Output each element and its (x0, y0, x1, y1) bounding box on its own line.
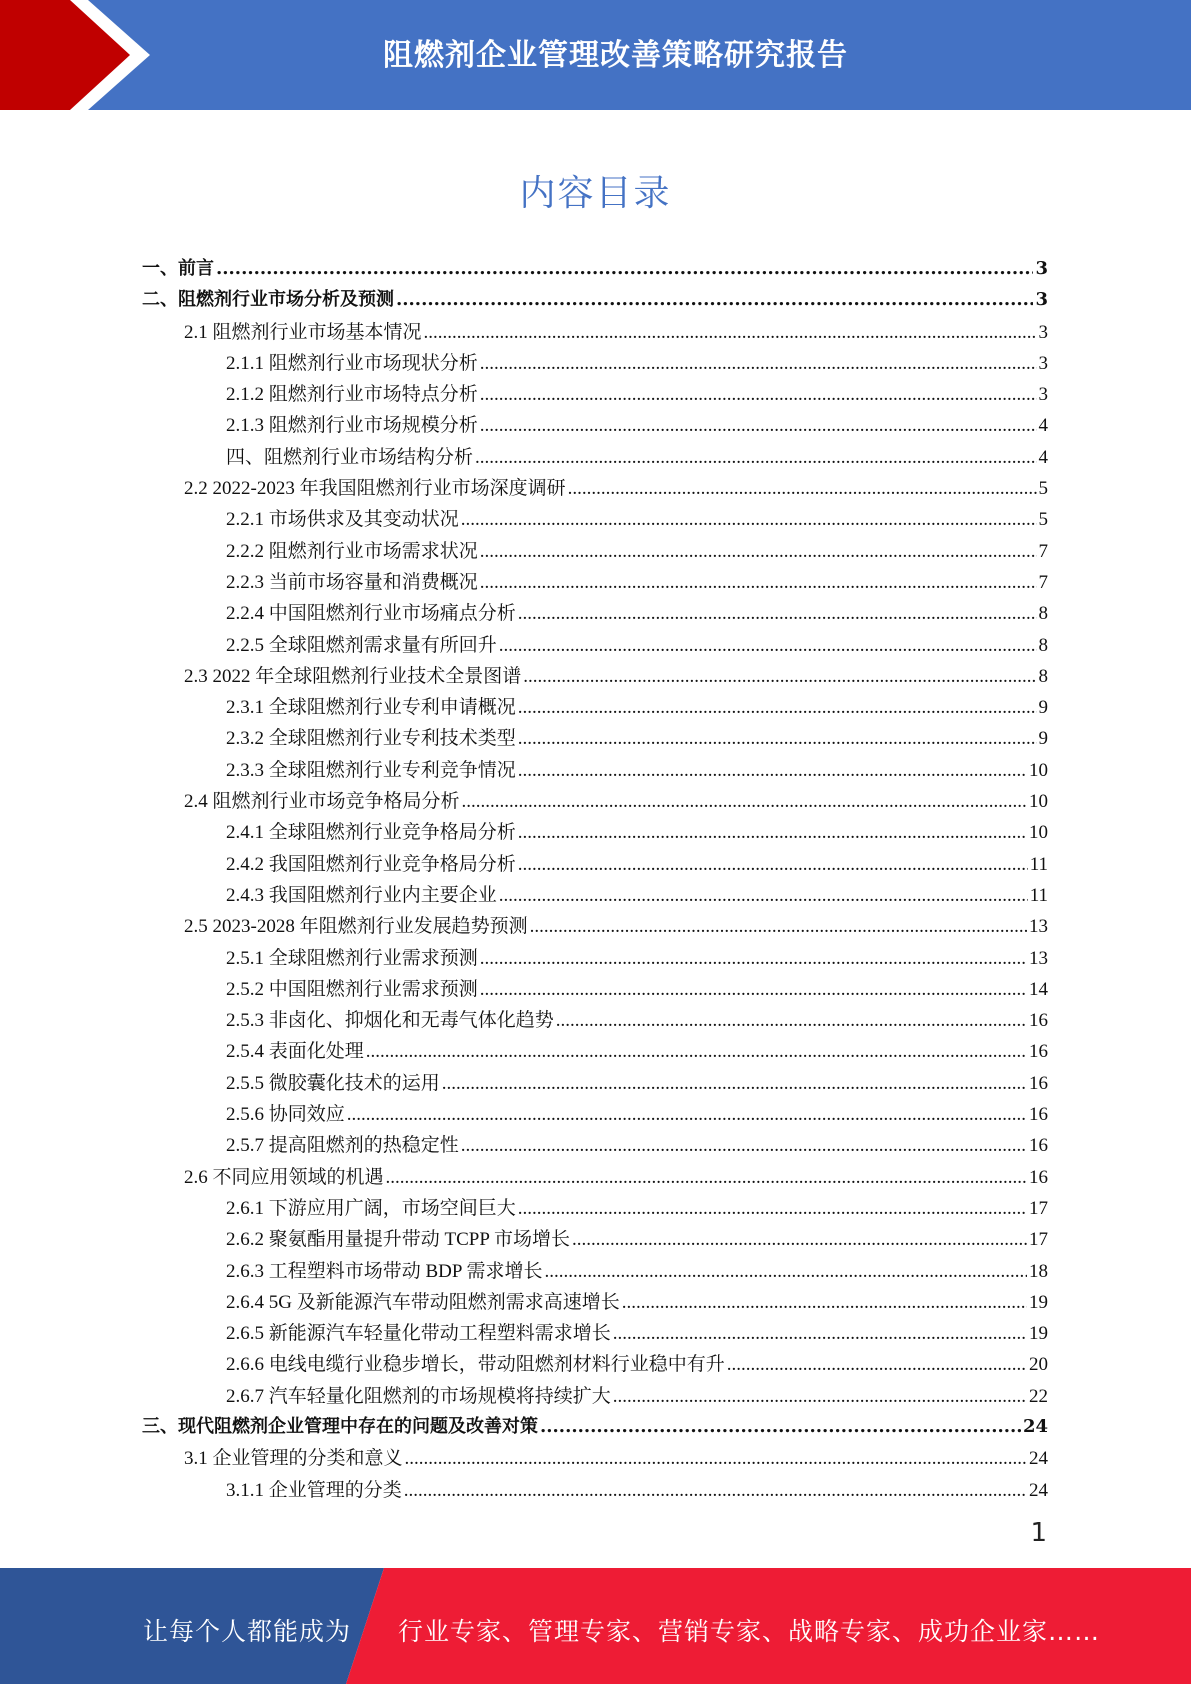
toc-leader-dots (461, 509, 1037, 531)
toc-entry-title: 2.5 2023-2028 年阻燃剂行业发展趋势预测 (184, 916, 528, 938)
toc-leader-dots (480, 384, 1037, 406)
toc-entry-title: 3.1.1 企业管理的分类 (226, 1479, 402, 1501)
toc-leader-dots (396, 289, 1033, 310)
toc-entry-title: 2.6.2 聚氨酯用量提升带动 TCPP 市场增长 (226, 1229, 570, 1251)
toc-leader-dots (442, 1073, 1027, 1095)
toc-leader-dots (613, 1323, 1027, 1345)
toc-leader-dots (480, 948, 1027, 970)
toc-leader-dots (424, 322, 1037, 344)
toc-leader-dots (545, 1261, 1027, 1283)
toc-entry-page: 5 (1038, 509, 1048, 531)
toc-leader-dots (727, 1354, 1027, 1376)
toc-entry-page: 4 (1038, 446, 1048, 468)
toc-entry-page: 13 (1029, 947, 1048, 969)
toc-leader-dots (480, 979, 1027, 1001)
toc-entry-page: 24 (1029, 1448, 1048, 1470)
toc-leader-dots (523, 666, 1036, 688)
toc-entry-title: 2.6.3 工程塑料市场带动 BDP 需求增长 (226, 1260, 543, 1282)
toc-entry-page: 17 (1029, 1197, 1048, 1219)
toc-entry-title: 三、现代阻燃剂企业管理中存在的问题及改善对策 (142, 1415, 538, 1437)
report-title: 阻燃剂企业管理改善策略研究报告 (383, 38, 848, 73)
toc-entry-page: 18 (1029, 1260, 1048, 1282)
toc-entry-page: 4 (1038, 415, 1048, 437)
toc-entry[interactable] (142, 1068, 1048, 1099)
toc-leader-dots (518, 728, 1037, 750)
toc-entry[interactable] (142, 1036, 1048, 1067)
toc-entry-title: 2.5.2 中国阻燃剂行业需求预测 (226, 978, 478, 1000)
toc-leader-dots (462, 791, 1027, 813)
toc-entry[interactable] (142, 348, 1048, 379)
toc-leader-dots (405, 1448, 1027, 1470)
toc-entry-page: 11 (1029, 853, 1048, 875)
toc-entry-page: 8 (1038, 665, 1048, 687)
toc-entry-page: 22 (1029, 1385, 1048, 1407)
toc-entry-page: 19 (1029, 1323, 1048, 1345)
toc-leader-dots (572, 1229, 1027, 1251)
toc-entry[interactable] (142, 317, 1048, 348)
toc-leader-dots (518, 603, 1037, 625)
page-number: 1 (1030, 1518, 1047, 1548)
toc-entry-page: 3 (1035, 258, 1048, 279)
toc-entry-title: 2.3.2 全球阻燃剂行业专利技术类型 (226, 728, 516, 750)
toc-entry-page: 16 (1029, 1072, 1048, 1094)
toc-entry[interactable] (142, 567, 1048, 598)
toc-leader-dots (518, 760, 1027, 782)
toc-entry-title: 2.2 2022-2023 年我国阻燃剂行业市场深度调研 (184, 478, 566, 500)
toc-entry[interactable] (142, 974, 1048, 1005)
toc-entry-page: 7 (1038, 571, 1048, 593)
toc-entry-title: 2.3.3 全球阻燃剂行业专利竞争情况 (226, 759, 516, 781)
toc-entry[interactable] (142, 880, 1048, 911)
toc-entry[interactable] (142, 442, 1048, 473)
toc-heading: 内容目录 (519, 173, 672, 214)
toc-entry[interactable] (142, 1381, 1048, 1412)
toc-leader-dots (347, 1104, 1027, 1126)
toc-entry-title: 二、阻燃剂行业市场分析及预测 (142, 289, 394, 311)
toc-entry-page: 24 (1022, 1415, 1048, 1437)
toc-entry[interactable] (142, 911, 1048, 942)
toc-entry-page: 14 (1029, 978, 1048, 1000)
toc-entry-title: 四、阻燃剂行业市场结构分析 (226, 446, 474, 468)
toc-entry-title: 2.5.7 提高阻燃剂的热稳定性 (226, 1135, 459, 1157)
toc-entry-title: 2.6.4 5G 及新能源汽车带动阻燃剂需求高速增长 (226, 1291, 620, 1313)
toc-entry-page: 16 (1029, 1166, 1048, 1188)
toc-entry[interactable] (142, 473, 1048, 504)
toc-entry-title: 2.6.6 电线电缆行业稳步增长，带动阻燃剂材料行业稳中有升 (226, 1354, 725, 1376)
toc-entry[interactable] (142, 786, 1048, 817)
toc-entry[interactable] (142, 379, 1048, 410)
toc-leader-dots (518, 697, 1037, 719)
toc-leader-dots (499, 885, 1028, 907)
toc-entry-page: 5 (1038, 478, 1048, 500)
toc-entry-page: 13 (1029, 916, 1048, 938)
toc-entry[interactable] (142, 285, 1048, 316)
toc-entry[interactable] (142, 1162, 1048, 1193)
toc-entry-page: 10 (1029, 822, 1048, 844)
toc-entry-title: 2.6.7 汽车轻量化阻燃剂的市场规模将持续扩大 (226, 1385, 611, 1407)
toc-entry-title: 2.4.1 全球阻燃剂行业竞争格局分析 (226, 822, 516, 844)
toc-entry[interactable] (142, 692, 1048, 723)
toc-entry-title: 2.2.3 当前市场容量和消费概况 (226, 571, 478, 593)
toc-entry-title: 3.1 企业管理的分类和意义 (184, 1448, 403, 1470)
toc-entry-title: 2.4.3 我国阻燃剂行业内主要企业 (226, 884, 497, 906)
toc-entry[interactable] (142, 1443, 1048, 1474)
toc-entry-page: 7 (1038, 540, 1048, 562)
toc-leader-dots (518, 854, 1028, 876)
toc-entry[interactable] (142, 1256, 1048, 1287)
toc-entry-title: 2.1.1 阻燃剂行业市场现状分析 (226, 352, 478, 374)
toc-entry-title: 2.2.4 中国阻燃剂行业市场痛点分析 (226, 603, 516, 625)
toc-entry-page: 10 (1029, 791, 1048, 813)
toc-entry-page: 19 (1029, 1291, 1048, 1313)
toc-leader-dots (480, 541, 1037, 563)
toc-entry-page: 3 (1038, 321, 1048, 343)
footer-slogan-left: 让每个人都能成为 (143, 1617, 352, 1646)
page-header (0, 0, 1191, 110)
toc-entry-title: 2.6 不同应用领域的机遇 (184, 1166, 384, 1188)
toc-entry-page: 16 (1029, 1010, 1048, 1032)
toc-entry[interactable] (142, 1005, 1048, 1036)
toc-entry-title: 2.1 阻燃剂行业市场基本情况 (184, 321, 422, 343)
toc-entry[interactable] (142, 536, 1048, 567)
toc-entry[interactable] (142, 1224, 1048, 1255)
toc-entry-page: 16 (1029, 1135, 1048, 1157)
toc-entry[interactable] (142, 817, 1048, 848)
toc-leader-dots (499, 635, 1037, 657)
toc-entry-page: 3 (1038, 384, 1048, 406)
toc-leader-dots (518, 822, 1027, 844)
toc-leader-dots (518, 1198, 1027, 1220)
toc-entry-page: 10 (1029, 759, 1048, 781)
toc-entry-title: 2.2.5 全球阻燃剂需求量有所回升 (226, 634, 497, 656)
toc-leader-dots (216, 258, 1033, 279)
toc-entry-title: 2.4 阻燃剂行业市场竞争格局分析 (184, 791, 460, 813)
toc-entry[interactable] (142, 254, 1048, 285)
toc-entry[interactable] (142, 504, 1048, 535)
toc-leader-dots (461, 1135, 1027, 1157)
toc-entry[interactable] (142, 598, 1048, 629)
toc-entry[interactable] (142, 1193, 1048, 1224)
toc-entry-page: 24 (1029, 1479, 1048, 1501)
toc-entry[interactable] (142, 1099, 1048, 1130)
toc-entry-page: 8 (1038, 634, 1048, 656)
footer-slogan-right: 行业专家、管理专家、营销专家、战略专家、成功企业家…… (398, 1617, 1101, 1646)
toc-leader-dots (540, 1416, 1021, 1437)
toc-entry-title: 一、前言 (142, 258, 214, 279)
toc-entry-title: 2.2.2 阻燃剂行业市场需求状况 (226, 540, 478, 562)
toc-entry[interactable] (142, 1130, 1048, 1161)
page-footer (0, 1568, 1191, 1684)
toc-entry[interactable] (142, 1349, 1048, 1380)
toc-entry[interactable] (142, 1412, 1048, 1443)
toc-entry[interactable] (142, 755, 1048, 786)
toc-entry-title: 2.3 2022 年全球阻燃剂行业技术全景图谱 (184, 665, 522, 687)
toc-entry[interactable] (142, 661, 1048, 692)
toc-entry-title: 2.5.5 微胶囊化技术的运用 (226, 1072, 440, 1094)
toc-entry[interactable] (142, 1287, 1048, 1318)
toc-entry-page: 11 (1029, 884, 1048, 906)
toc-entry-page: 8 (1038, 603, 1048, 625)
toc-leader-dots (404, 1480, 1027, 1502)
toc-leader-dots (556, 1010, 1027, 1032)
toc-entry-title: 2.5.6 协同效应 (226, 1104, 345, 1126)
toc-leader-dots (622, 1292, 1027, 1314)
toc-leader-dots (480, 572, 1037, 594)
toc-entry-title: 2.6.5 新能源汽车轻量化带动工程塑料需求增长 (226, 1323, 611, 1345)
toc-entry-page: 3 (1035, 289, 1048, 311)
toc-entry-title: 2.5.4 表面化处理 (226, 1041, 364, 1063)
toc-leader-dots (366, 1041, 1027, 1063)
toc-entry-page: 16 (1029, 1104, 1048, 1126)
toc-entry-title: 2.1.3 阻燃剂行业市场规模分析 (226, 415, 478, 437)
table-of-contents (142, 254, 1048, 1506)
toc-entry-title: 2.6.1 下游应用广阔，市场空间巨大 (226, 1197, 516, 1219)
toc-leader-dots (386, 1167, 1027, 1189)
toc-entry-title: 2.5.3 非卤化、抑烟化和无毒气体化趋势 (226, 1010, 554, 1032)
toc-entry[interactable] (142, 723, 1048, 754)
toc-entry-title: 2.5.1 全球阻燃剂行业需求预测 (226, 947, 478, 969)
toc-entry-title: 2.2.1 市场供求及其变动状况 (226, 509, 459, 531)
toc-entry[interactable] (142, 943, 1048, 974)
toc-leader-dots (475, 447, 1036, 469)
toc-entry-page: 20 (1029, 1354, 1048, 1376)
toc-entry[interactable] (142, 1318, 1048, 1349)
toc-leader-dots (530, 916, 1027, 938)
toc-entry[interactable] (142, 1475, 1048, 1506)
toc-entry-title: 2.3.1 全球阻燃剂行业专利申请概况 (226, 697, 516, 719)
toc-entry[interactable] (142, 849, 1048, 880)
toc-entry-title: 2.4.2 我国阻燃剂行业竞争格局分析 (226, 853, 516, 875)
toc-leader-dots (568, 478, 1037, 500)
toc-entry-title: 2.1.2 阻燃剂行业市场特点分析 (226, 384, 478, 406)
toc-entry-page: 3 (1038, 352, 1048, 374)
toc-leader-dots (480, 353, 1037, 375)
toc-entry[interactable] (142, 630, 1048, 661)
toc-entry-page: 9 (1038, 728, 1048, 750)
toc-entry-page: 17 (1029, 1229, 1048, 1251)
toc-entry-page: 9 (1038, 697, 1048, 719)
toc-entry[interactable] (142, 410, 1048, 441)
toc-leader-dots (480, 415, 1037, 437)
toc-entry-page: 16 (1029, 1041, 1048, 1063)
toc-leader-dots (613, 1386, 1027, 1408)
